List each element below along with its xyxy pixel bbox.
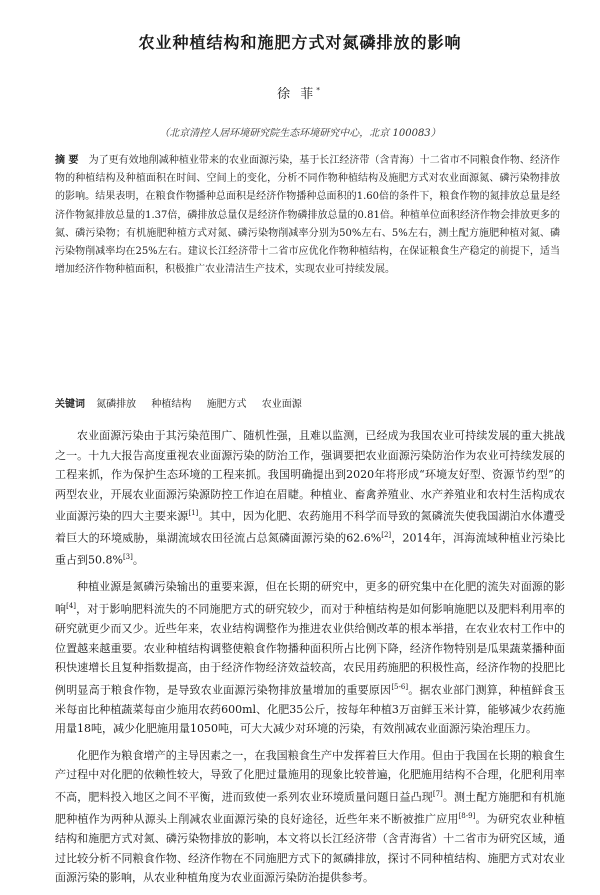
paragraph bbox=[55, 426, 565, 570]
citation: [8-9] bbox=[458, 811, 476, 820]
text-run: 种植业源是氮磷污染输出的重要来源，但在长期的研究中，更多的研究集中在化肥的流失对面源的影响 bbox=[55, 580, 565, 616]
text-run: 。为研究农业种植结构和施肥方式对氮、磷污染物排放的影响，本文将以长江经济带（含青海省）十二省市为研究区域，通过比较分析不同粮食作物、经济作物在不同施肥方式下的氮磷排放，探讨不同种植结构、施肥方式对农业面源污染的影响，从农业种植角度为农业面源污染防治提供参考。 bbox=[55, 812, 565, 885]
paragraph bbox=[55, 577, 565, 738]
abstract-label: 摘 要 bbox=[55, 155, 79, 166]
keywords bbox=[55, 398, 560, 412]
paragraph bbox=[55, 746, 565, 888]
keywords-label: 关键词 bbox=[55, 399, 85, 410]
text-run: 。据农业部门测算，种植鲜食玉米每亩比种植蔬菜每亩少施用农药600ml、化肥35公斤，按每年种植3万亩鲜玉米计算，能够减少农药施用量18吨，减少化肥施用量1050吨，可大大减少对环境的污染，有效削减农业面源污染治理压力。 bbox=[55, 683, 566, 736]
affiliation: （北京清控人居环境研究院生态环境研究中心，北京 100083） bbox=[159, 128, 441, 139]
citation: [5-6] bbox=[391, 682, 409, 691]
paper-title: 农业种植结构和施肥方式对氮磷排放的影响 bbox=[138, 33, 462, 52]
author-line bbox=[0, 83, 600, 102]
text-run: 。测土配方施肥和有机施肥种植作为两种从源头上削减农业面源污染的良好途径，近些年来不断被推广应用 bbox=[55, 790, 566, 826]
body-text bbox=[55, 426, 565, 895]
text-run: ，对于影响肥料流失的不同施肥方式的研究较少，而对于种植结构是如何影响施肥以及肥料利用率的研究就更少而又少。近些年来，农业结构调整作为推进农业供给侧改革的根本举措，在农业农村工作中的位置越来越重要。农业种植结构调整使粮食作物播种面积所占比例下降，经济作物特别是瓜果蔬菜播种面积快速增长且复种指数提高，由于经济作物经济效益较高，农民用药施肥的积极性高，经济作物的投肥比例明显高于粮食作物，是导致农业面源污染物排放量增加的重要原因 bbox=[55, 602, 566, 697]
keyword: 氮磷排放 bbox=[96, 399, 137, 410]
text-run: 农业面源污染由于其污染范围广、随机性强，且难以监测，已经成为我国农业可持续发展的重大挑战之一。十九大报告高度重视农业面源污染的防治工作，强调要把农业面源污染防治作为农业可持续发展的工程来抓，作为保护生态环境的工程来抓。我国明确提出到2020年将形成“环境友好型、资源节约型”的两型农业，开展农业面源污染源防控工作迫在眉睫。种植业、畜禽养殖业、水产养殖业和农村生活构成农业面源污染的四大主要来源 bbox=[55, 429, 565, 523]
text-run: 。 bbox=[132, 553, 144, 567]
keyword: 农业面源 bbox=[261, 399, 302, 410]
citation: [3] bbox=[122, 553, 133, 562]
text-run: 。其中，因为化肥、农药施用不科学而导致的氮磷流失使我国湖泊水体遭受着巨大的环境威胁，巢湖流域农田径流占总氮磷面源污染的62.6% bbox=[55, 509, 566, 545]
citation: [1] bbox=[188, 509, 199, 517]
abstract-text: 为了更有效地削减种植业带来的农业面源污染，基于长江经济带（含青海）十二省市不同粮食作物、经济作物的种植结构及种植面积在时间、空间上的变化，分析不同作物种植结构及施肥方式对农业面源氮、磷污染物排放的影响。结果表明，在粮食作物播种总面积是经济作物播种总面积的1.60倍的条件下，粮食作物的氮排放总量是经济作物氮排放总量的1.37倍，磷排放总量仅是经济作物磷排放总量的0.81倍。种植单位面积经济作物会排放更多的氮、磷污染物；有机施肥种植方式对氮、磷污染物削减率分别为50%左右、5%左右，测土配方施肥种植对氮、磷污染物削减率均在25%左右。建议长江经济带十二省市应优化作物种植结构，在保证粮食生产稳定的前提下，适当增加经济作物种植面积，积极推广农业清洁生产技术，实现农业可持续发展。 bbox=[55, 155, 561, 276]
citation: [2] bbox=[381, 531, 392, 540]
citation: [7] bbox=[432, 789, 443, 798]
keyword: 种植结构 bbox=[151, 399, 192, 410]
text-run: 化肥作为粮食增产的主导因素之一，在我国粮食生产中发挥着巨大作用。但由于我国在长期的粮食生产过程中对化肥的依赖性较大，导致了化肥过量施用的现象比较普遍，化肥施用结构不合理，化肥利用率不高，肥料投入地区之间不平衡，进而致使一系列农业环境质量问题日益凸现 bbox=[55, 748, 565, 804]
text-run: ，2014年，洱海流域种植业污染比重占到50.8% bbox=[55, 531, 565, 567]
keyword: 施肥方式 bbox=[206, 399, 247, 410]
author-name: 徐 菲 bbox=[277, 87, 317, 102]
author-mark: * bbox=[316, 86, 323, 95]
abstract bbox=[55, 152, 560, 279]
citation: [4] bbox=[66, 601, 77, 610]
